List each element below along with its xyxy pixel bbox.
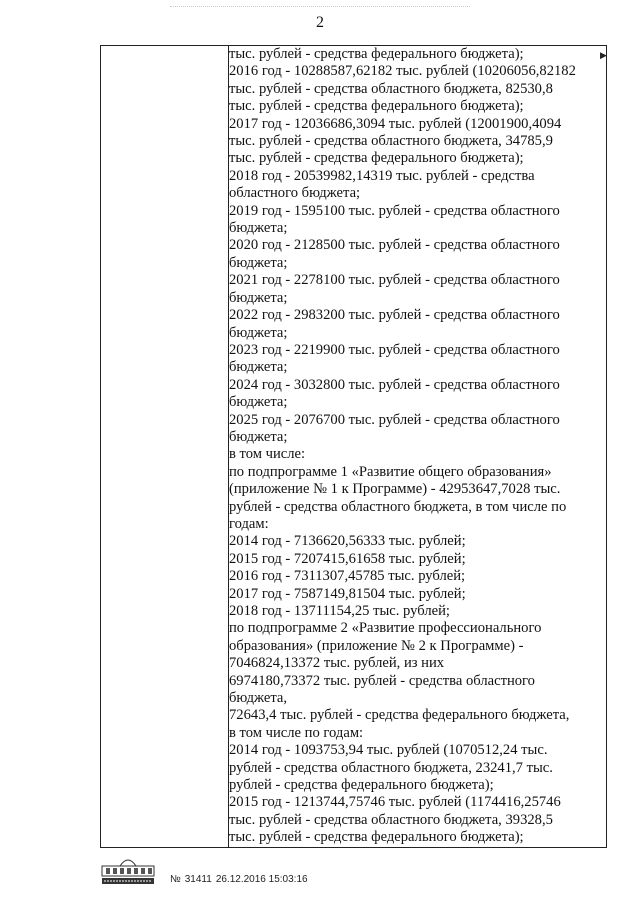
registry-stamp-icon (100, 852, 156, 888)
text-line: рублей - средства областного бюджета, 23241,7 тыс. (229, 759, 553, 776)
text-line: 6974180,73372 тыс. рублей - средства областного (229, 672, 535, 689)
footer (100, 852, 620, 892)
text-line: бюджета; (229, 394, 288, 411)
text-line: 72643,4 тыс. рублей - средства федерального бюджета, (229, 707, 570, 724)
text-line: тыс. рублей - средства федерального бюджета); (229, 829, 524, 846)
text-line: бюджета; (229, 359, 288, 376)
text-line: 2022 год - 2983200 тыс. рублей - средства областного (229, 307, 560, 324)
text-line: 7046824,13372 тыс. рублей, из них (229, 655, 445, 672)
text-line: 2019 год - 1595100 тыс. рублей - средства областного (229, 202, 560, 219)
text-line: областного бюджета; (229, 185, 361, 202)
text-line: бюджета; (229, 254, 288, 271)
text-line: 2020 год - 2128500 тыс. рублей - средства областного (229, 237, 560, 254)
text-line: 2016 год - 10288587,62182 тыс. рублей (10206056,82182 (229, 63, 576, 80)
text-line: 2018 год - 20539982,14319 тыс. рублей - средства (229, 167, 535, 184)
text-line: по подпрограмме 2 «Развитие профессионального (229, 620, 542, 637)
text-line: бюджета; (229, 220, 288, 237)
stamp-symbol: № (170, 874, 181, 885)
scan-artifact-line (170, 6, 470, 8)
text-line: образования» (приложение № 2 к Программе) - (229, 637, 524, 654)
document-table (100, 45, 607, 848)
stamp-number: 31411 (184, 874, 212, 885)
margin-arrow-icon: ▶ (600, 50, 607, 60)
text-line: в том числе по годам: (229, 724, 364, 741)
text-line: тыс. рублей - средства областного бюджета, 39328,5 (229, 811, 553, 828)
text-line: годам: (229, 515, 269, 532)
text-line: тыс. рублей - средства областного бюджета, 34785,9 (229, 133, 553, 150)
text-line: 2021 год - 2278100 тыс. рублей - средства областного (229, 272, 560, 289)
stamp-registration (170, 874, 312, 885)
text-line: 2014 год - 7136620,56333 тыс. рублей; (229, 533, 466, 550)
text-line: 2018 год - 13711154,25 тыс. рублей; (229, 603, 450, 619)
text-line: 2016 год - 7311307,45785 тыс. рублей; (229, 568, 466, 585)
text-line: бюджета; (229, 324, 288, 341)
text-line: 2017 год - 7587149,81504 тыс. рублей; (229, 585, 466, 602)
text-line: тыс. рублей - средства федерального бюджета); (229, 46, 524, 62)
text-line: тыс. рублей - средства областного бюджета, 82530,8 (229, 80, 553, 97)
text-line: (приложение № 1 к Программе) - 42953647,7028 тыс. (229, 481, 561, 498)
text-line: 2014 год - 1093753,94 тыс. рублей (1070512,24 тыс. (229, 742, 548, 759)
text-line: бюджета; (229, 289, 288, 306)
text-line: по подпрограмме 1 «Развитие общего образования» (229, 463, 552, 480)
page-number: 2 (316, 14, 324, 31)
text-line: 2015 год - 7207415,61658 тыс. рублей; (229, 550, 466, 567)
body-text (229, 46, 606, 847)
text-line: рублей - средства областного бюджета, в том числе по (229, 498, 567, 515)
text-line: в том числе: (229, 446, 306, 463)
table-right-cell (229, 46, 607, 848)
text-line: 2015 год - 1213744,75746 тыс. рублей (1174416,25746 (229, 794, 561, 811)
text-line: тыс. рублей - средства федерального бюджета); (229, 98, 524, 115)
text-line: бюджета; (229, 428, 288, 445)
text-line: 2017 год - 12036686,3094 тыс. рублей (12001900,4094 (229, 115, 562, 132)
text-line: 2023 год - 2219900 тыс. рублей - средства областного (229, 341, 560, 358)
table-left-cell (101, 46, 229, 848)
text-line: 2024 год - 3032800 тыс. рублей - средства областного (229, 376, 560, 393)
text-line: рублей - средства федерального бюджета); (229, 777, 494, 794)
text-line: бюджета, (229, 690, 288, 707)
text-line: 2025 год - 2076700 тыс. рублей - средства областного (229, 411, 560, 428)
text-line: тыс. рублей - средства федерального бюджета); (229, 150, 524, 167)
stamp-datetime: 26.12.2016 15:03:16 (215, 874, 308, 885)
